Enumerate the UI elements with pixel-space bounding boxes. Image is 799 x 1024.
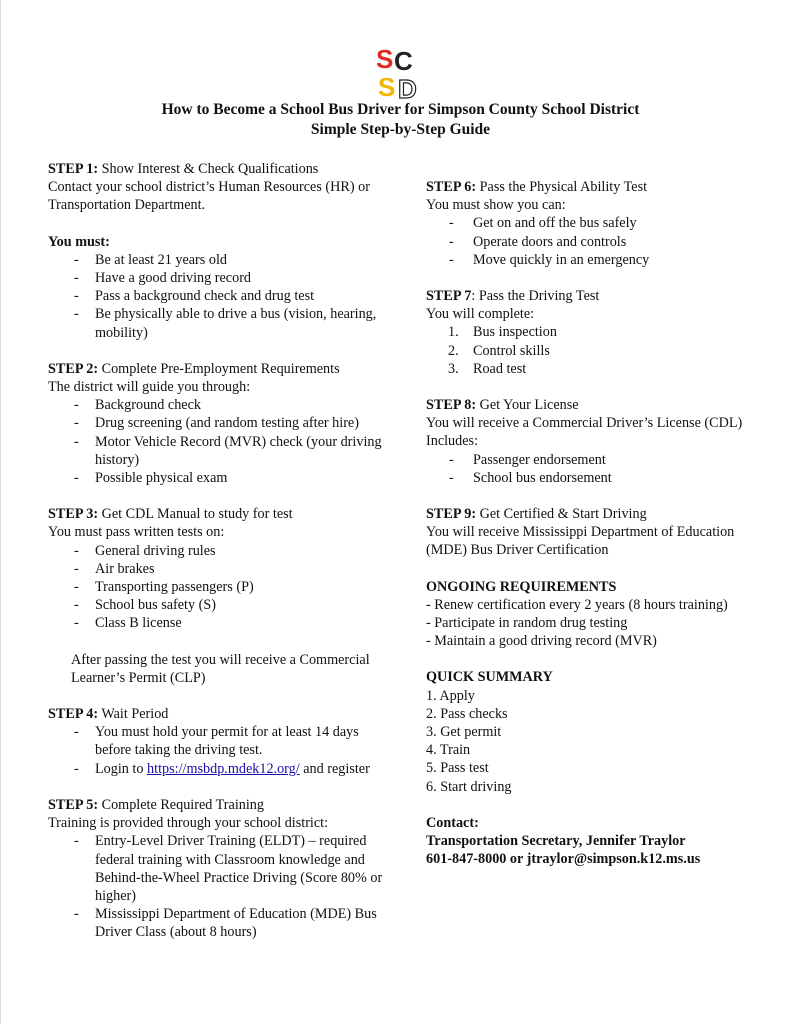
step-2-section: [48, 360, 388, 487]
svg-text:D: D: [398, 74, 417, 100]
step-8-text: You will receive a Commercial Driver’s License (CDL): [426, 415, 743, 432]
list-item: - Class B license: [48, 614, 388, 632]
list-item: 3. Get permit: [426, 724, 502, 741]
list-item: [426, 342, 776, 360]
step-1-must-label: You must:: [48, 233, 110, 250]
list-item: - Motor Vehicle Record (MVR) check (your driving history): [48, 433, 388, 469]
step-7-section: [426, 287, 776, 378]
step-6-text: You must show you can:: [426, 197, 566, 214]
document-title: [1, 100, 799, 140]
list-item: 2. Pass checks: [426, 705, 508, 722]
step-6-heading: Pass the Physical Ability Test: [476, 179, 648, 195]
step-8-includes: Includes:: [426, 433, 479, 450]
list-item: 4. Train: [426, 742, 471, 759]
list-item: - Transporting passengers (P): [48, 578, 388, 596]
step-2-list: [48, 396, 388, 487]
step-8-list: [426, 451, 776, 487]
step-3-heading: Get CDL Manual to study for test: [98, 506, 293, 523]
list-item-text: Bus inspection: [473, 324, 557, 341]
list-item: [48, 760, 388, 778]
step-1-text: Contact your school district’s Human Resources (HR) or Transportation Department.: [48, 179, 370, 214]
ongoing-section: [426, 578, 776, 651]
list-item: - Get on and off the bus safely: [426, 214, 776, 232]
step-9-text: You will receive Mississippi Department of Education (MDE) Bus Driver Certification: [426, 524, 735, 559]
list-item: - Drug screening (and random testing after hire): [48, 414, 388, 432]
step-1-section: [48, 160, 388, 342]
step-3-text: You must pass written tests on:: [48, 524, 225, 541]
step-5-label: STEP 5:: [48, 796, 99, 813]
step-2-text: The district will guide you through:: [48, 379, 251, 396]
step-5-section: [48, 796, 388, 942]
step-5-heading: Complete Required Training: [98, 796, 264, 813]
step-8-section: [426, 396, 776, 487]
step-8-heading: Get Your License: [476, 397, 579, 414]
step-4-label: STEP 4:: [48, 706, 99, 723]
step-7-list: [426, 323, 776, 378]
list-item: - Participate in random drug testing: [426, 615, 628, 632]
list-item: - Be physically able to drive a bus (vision, hearing, mobility): [48, 305, 388, 341]
list-item: - Operate doors and controls: [426, 233, 776, 251]
left-column: [48, 160, 388, 960]
step-2-heading: Complete Pre-Employment Requirements: [98, 360, 340, 377]
step-4-heading: Wait Period: [98, 706, 169, 723]
list-item: - Passenger endorsement: [426, 451, 776, 469]
step-4-list: [48, 723, 388, 778]
step-3-label: STEP 3:: [48, 506, 99, 523]
summary-section: [426, 668, 776, 795]
svg-text:C: C: [394, 46, 413, 76]
title-line-1: How to Become a School Bus Driver for Simpson County School District: [161, 101, 640, 118]
scsd-logo: [374, 44, 430, 100]
list-item: 6. Start driving: [426, 778, 512, 795]
step-9-label: STEP 9:: [426, 506, 477, 523]
title-line-2: Simple Step-by-Step Guide: [310, 121, 491, 138]
step-7-label: STEP 7: [426, 288, 472, 305]
list-item-text: Control skills: [473, 342, 550, 359]
list-item: - Mississippi Department of Education (MDE) Bus Driver Class (about 8 hours): [48, 905, 388, 941]
list-item: [426, 323, 776, 341]
step-5-text: Training is provided through your school district:: [48, 815, 329, 832]
contact-section: [426, 814, 776, 869]
list-item: - Air brakes: [48, 560, 388, 578]
right-column: [426, 178, 776, 887]
list-item: - Entry-Level Driver Training (ELDT) – required federal training with Classroom knowledge and Behind-the-Wheel Practice Driving (Score 80% or higher): [48, 832, 388, 905]
step-1-label: STEP 1:: [48, 161, 99, 177]
list-item: - Background check: [48, 396, 388, 414]
step-9-section: [426, 505, 776, 560]
list-item: - School bus endorsement: [426, 469, 776, 487]
ongoing-heading: ONGOING REQUIREMENTS: [426, 578, 617, 595]
step-6-list: [426, 214, 776, 269]
list-item-text: Road test: [473, 360, 527, 377]
list-item: - Maintain a good driving record (MVR): [426, 633, 657, 650]
contact-heading: Contact:: [426, 814, 479, 831]
step-3-section: [48, 505, 388, 687]
step-3-after-text: After passing the test you will receive a Commercial Learner’s Permit (CLP): [71, 651, 370, 686]
step-7-heading: : Pass the Driving Test: [471, 288, 600, 305]
svg-text:S: S: [376, 44, 394, 74]
list-item: 5. Pass test: [426, 760, 489, 777]
list-item: - Pass a background check and drug test: [48, 287, 388, 305]
step-1-heading: Show Interest & Check Qualifications: [98, 161, 319, 177]
list-item: - Possible physical exam: [48, 469, 388, 487]
step-3-list: [48, 542, 388, 633]
list-item: - Be at least 21 years old: [48, 251, 388, 269]
svg-text:S: S: [378, 72, 396, 100]
step-9-heading: Get Certified & Start Driving: [476, 506, 647, 523]
list-item: - School bus safety (S): [48, 596, 388, 614]
list-item: - Have a good driving record: [48, 269, 388, 287]
login-prefix: Login to: [95, 760, 148, 777]
login-suffix: and register: [299, 760, 370, 777]
contact-line-2: 601-847-8000 or jtraylor@simpson.k12.ms.us: [426, 851, 701, 868]
contact-line-1: Transportation Secretary, Jennifer Traylor: [426, 833, 686, 850]
step-5-list: [48, 832, 388, 941]
step-8-label: STEP 8:: [426, 397, 477, 414]
list-item: - Move quickly in an emergency: [426, 251, 776, 269]
step-2-label: STEP 2:: [48, 360, 99, 377]
list-item: - General driving rules: [48, 542, 388, 560]
list-item: 1. Apply: [426, 687, 475, 704]
list-number: 3.: [448, 360, 459, 377]
step-7-text: You will complete:: [426, 306, 535, 323]
summary-heading: QUICK SUMMARY: [426, 669, 553, 686]
list-number: 2.: [448, 342, 459, 359]
step-1-list: [48, 251, 388, 342]
msbdp-link[interactable]: https://msbdp.mdek12.org/: [147, 760, 300, 777]
step-6-section: [426, 178, 776, 269]
list-item: - You must hold your permit for at least 14 days before taking the driving test.: [48, 723, 388, 759]
list-item: [426, 360, 776, 378]
step-4-section: [48, 705, 388, 778]
step-6-label: STEP 6:: [426, 179, 477, 195]
list-number: 1.: [448, 324, 459, 341]
list-item: - Renew certification every 2 years (8 hours training): [426, 596, 728, 613]
